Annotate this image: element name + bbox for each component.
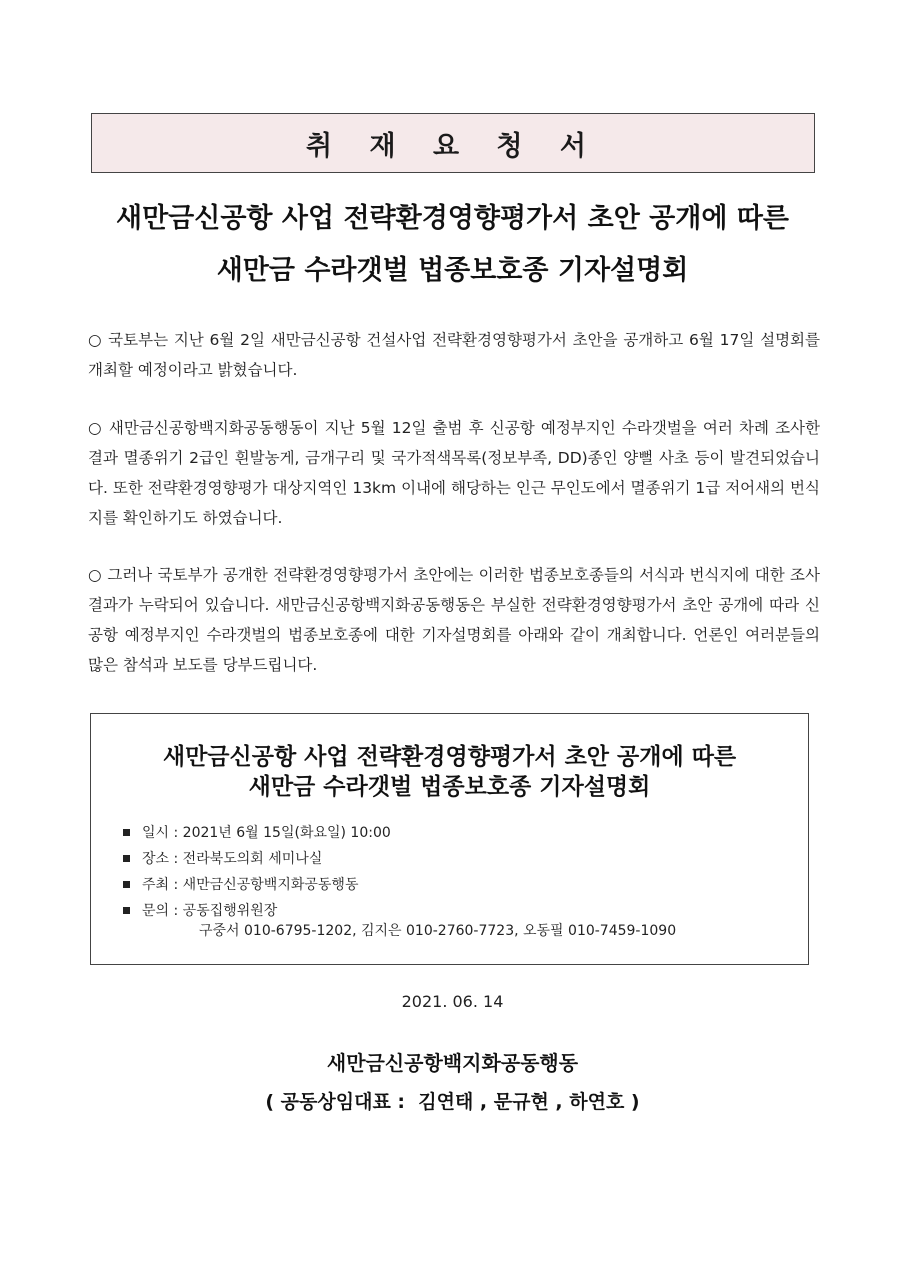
headline-line-2: 새만금 수라갯벌 법종보호종 기자설명회 bbox=[216, 255, 689, 286]
square-bullet-icon bbox=[123, 907, 130, 914]
event-detail-text: 일시 : 2021년 6월 15일(화요일) 10:00 bbox=[142, 825, 391, 841]
issue-date: 2021. 06. 14 bbox=[401, 992, 504, 1011]
event-title-line-1: 새만금신공항 사업 전략환경영향평가서 초안 공개에 따른 bbox=[162, 744, 737, 770]
square-bullet-icon bbox=[123, 829, 130, 836]
event-detail-text: 장소 : 전라북도의회 세미나실 bbox=[142, 851, 323, 867]
event-detail-text: 주최 : 새만금신공항백지화공동행동 bbox=[142, 877, 359, 893]
headline-line-1: 새만금신공항 사업 전략환경영향평가서 초안 공개에 따른 bbox=[116, 203, 789, 234]
square-bullet-icon bbox=[123, 881, 130, 888]
square-bullet-icon bbox=[123, 855, 130, 862]
event-title-line-2: 새만금 수라갯벌 법종보호종 기자설명회 bbox=[248, 774, 651, 800]
representatives: ( 공동상임대표 : 김연태 , 문규현 , 하연호 ) bbox=[265, 1091, 640, 1113]
event-detail-datetime bbox=[123, 820, 391, 846]
paragraph-1: ○ 국토부는 지난 6월 2일 새만금신공항 건설사업 전략환경영향평가서 초안을 공개하고 6월 17일 설명회를 개최할 예정이라고 밝혔습니다. bbox=[88, 331, 820, 379]
event-detail-text: 문의 : 공동집행위원장 bbox=[142, 903, 278, 919]
paragraph-2: ○ 새만금신공항백지화공동행동이 지난 5월 12일 출범 후 신공항 예정부지인 수라갯벌을 여러 차례 조사한 결과 멸종위기 2급인 흰발농게, 금개구리 및 국가적색목록(정보부족, DD)종인 양뻘 사초 등이 발견되었습니다. 또한 전략환경영향평가 대상지역인 13km 이내에 해당하는 인근 무인도에서 멸종위기 1급 저어새의 번식지를 확인하기도 하였습니다. bbox=[88, 419, 820, 527]
contact-numbers: 구중서 010-6795-1202, 김지은 010-2760-7723, 오동필 010-7459-1090 bbox=[199, 923, 677, 939]
document-type-badge: 취 재 요 청 서 bbox=[91, 113, 815, 173]
event-details-list bbox=[123, 820, 391, 924]
event-detail-venue bbox=[123, 846, 391, 872]
event-detail-host bbox=[123, 872, 391, 898]
paragraph-3: ○ 그러나 국토부가 공개한 전략환경영향평가서 초안에는 이러한 법종보호종들의 서식과 번식지에 대한 조사결과가 누락되어 있습니다. 새만금신공항백지화공동행동은 부실한 전략환경영향평가서 초안 공개에 따라 신공항 예정부지인 수라갯벌의 법종보호종에 대한 기자설명회를 아래와 같이 개최합니다. 언론인 여러분들의 많은 참석과 보도를 당부드립니다. bbox=[88, 566, 820, 674]
event-info-box bbox=[90, 713, 809, 965]
organization-name: 새만금신공항백지화공동행동 bbox=[326, 1051, 579, 1075]
